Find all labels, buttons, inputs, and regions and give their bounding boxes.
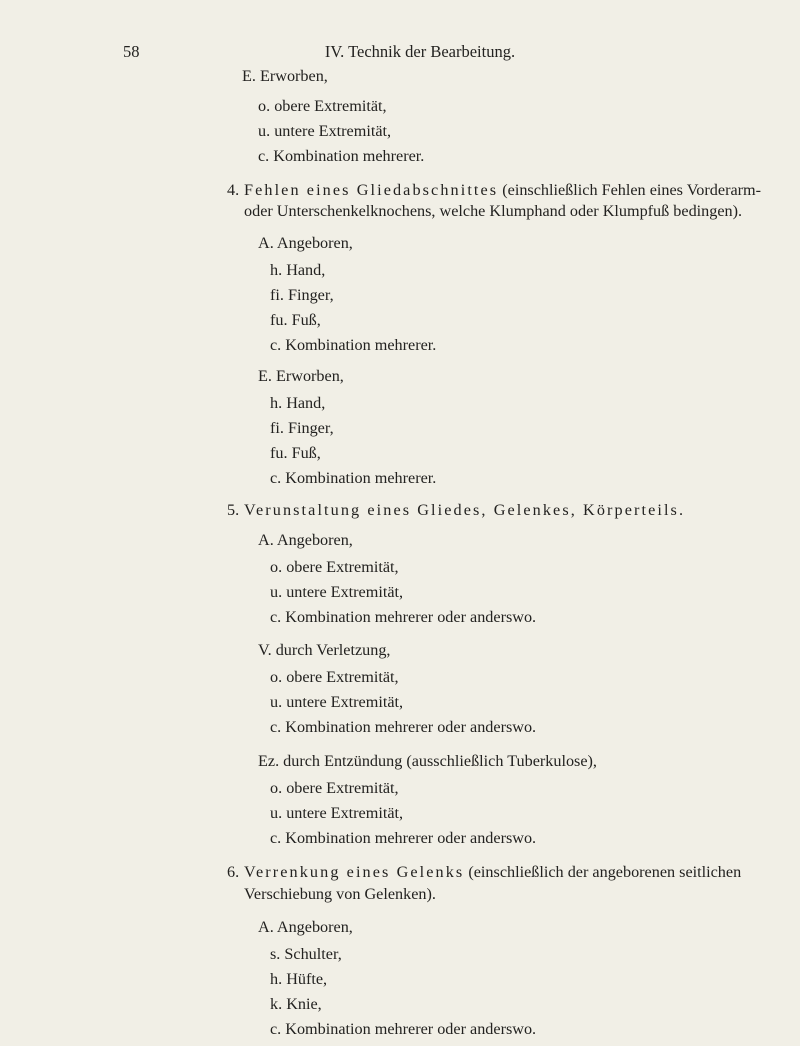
subheading-entzuendung: Ez. durch Entzündung (ausschließlich Tuberkulose), — [258, 752, 597, 770]
subheading-angeboren: A. Angeboren, — [258, 234, 353, 252]
list-item: fi. Finger, — [270, 286, 334, 304]
page-number: 58 — [123, 42, 140, 61]
list-item: c. Kombination mehrerer oder anderswo. — [270, 608, 537, 626]
list-item: u. untere Extremität, — [270, 804, 404, 822]
chapter-title: IV. Technik der Bearbeitung. — [324, 42, 516, 61]
list-item: u. untere Extremität, — [270, 693, 404, 711]
list-item: o. obere Extremität, — [270, 779, 399, 797]
section-heading: Verrenkung eines Gelenks (einschließlich der angeborenen seitlichen — [244, 863, 742, 881]
running-header — [0, 42, 800, 66]
list-item: h. Hand, — [270, 261, 326, 279]
section-number: 5. — [227, 501, 240, 519]
list-item: o. obere Extremität, — [258, 97, 387, 115]
subheading-angeboren: A. Angeboren, — [258, 918, 353, 936]
list-item: o. obere Extremität, — [270, 668, 399, 686]
list-item: c. Kombination mehrerer. — [258, 147, 425, 165]
list-item: c. Kombination mehrerer. — [270, 336, 437, 354]
list-item: u. untere Extremität, — [270, 583, 404, 601]
list-item: fi. Finger, — [270, 419, 334, 437]
list-item: c. Kombination mehrerer oder anderswo. — [270, 829, 537, 847]
list-item: fu. Fuß, — [270, 444, 321, 462]
section-heading: Fehlen eines Gliedabschnittes (einschließlich Fehlen eines Vorderarm- — [244, 181, 762, 199]
subheading-erworben: E. Erworben, — [258, 367, 344, 385]
list-item: u. untere Extremität, — [258, 122, 392, 140]
list-item: k. Knie, — [270, 995, 322, 1013]
subheading-verletzung: V. durch Verletzung, — [258, 641, 391, 659]
subheading-angeboren: A. Angeboren, — [258, 531, 353, 549]
list-item: c. Kombination mehrerer oder anderswo. — [270, 718, 537, 736]
list-item: fu. Fuß, — [270, 311, 321, 329]
list-item: h. Hüfte, — [270, 970, 328, 988]
section-number: 4. — [227, 181, 240, 199]
section-text: Verschiebung von Gelenken). — [244, 885, 436, 903]
list-item: c. Kombination mehrerer. — [270, 469, 437, 487]
list-item: o. obere Extremität, — [270, 558, 399, 576]
list-item: c. Kombination mehrerer oder anderswo. — [270, 1020, 537, 1038]
list-item: h. Hand, — [270, 394, 326, 412]
subheading-erworben: E. Erworben, — [242, 67, 328, 85]
section-text: oder Unterschenkelknochens, welche Klumphand oder Klumpfuß bedingen). — [244, 202, 743, 220]
list-item: s. Schulter, — [270, 945, 342, 963]
section-number: 6. — [227, 863, 240, 881]
section-heading: Verunstaltung eines Gliedes, Gelenkes, Körperteils. — [244, 501, 686, 519]
